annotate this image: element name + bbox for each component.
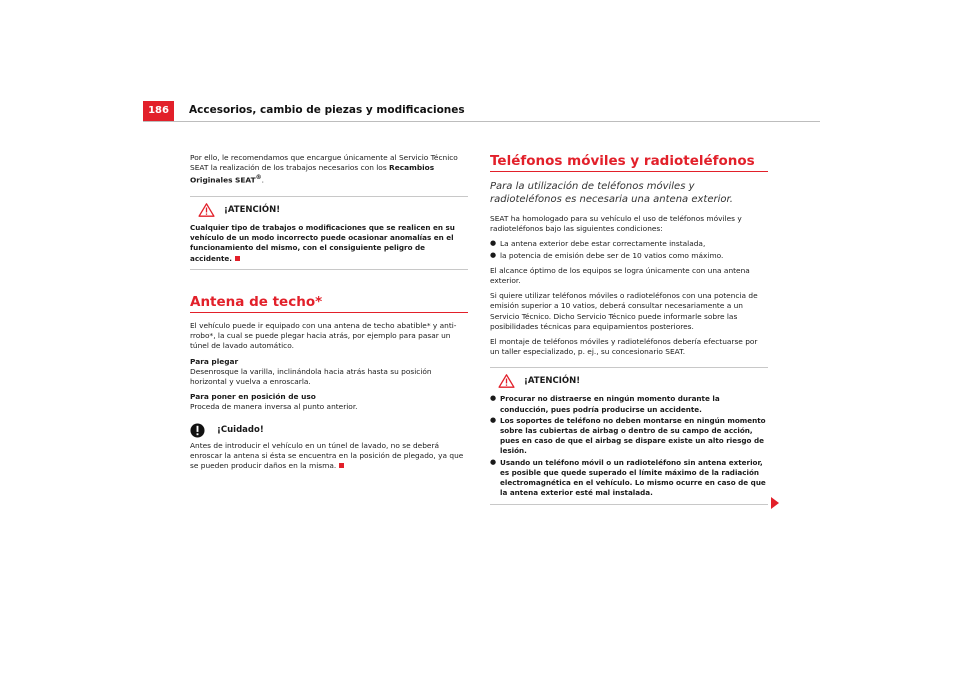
section-subtitle: Para la utilización de teléfonos móviles y radioteléfonos es necesaria una antena exterior.: [490, 181, 733, 205]
intro-bold: Recambios Originales SEAT: [190, 163, 435, 185]
warning-triangle-icon: [198, 203, 215, 217]
warning-title: ¡ATENCIÓN!: [224, 204, 281, 215]
right-column: [490, 153, 768, 529]
list-item: ● la potencia de emisión debe ser de 10 vatios como máximo.: [490, 251, 768, 261]
caution-title: ¡Cuidado!: [217, 424, 264, 435]
phones-paragraph-3: Si quiere utilizar teléfonos móviles o radioteléfonos con una potencia de emisión superior a 10 vatios, deberá consultar necesariamente a un Servicio Técnico. Dicho Servicio Técnico puede informarle sobre las posibilidades técnicas para equipamientos posteriores.: [490, 291, 758, 331]
phones-paragraph-4: El montaje de teléfonos móviles y radioteléfonos debería efectuarse por un taller especializado, p. ej., su concesionario SEAT.: [490, 337, 758, 357]
section-title-phones: Teléfonos móviles y radioteléfonos: [490, 153, 768, 172]
list-item: ● La antena exterior debe estar correctamente instalada,: [490, 239, 768, 249]
end-mark-icon: [235, 256, 240, 261]
fold-text: Desenrosque la varilla, inclinándola hacia atrás hasta su posición horizontal y vuelva a enroscarla.: [190, 366, 432, 386]
warning-text: Cualquier tipo de trabajos o modificaciones que se realicen en su vehículo de un modo incorrecto puede ocasionar anomalías en el funcionamiento del mismo, con el consiguiente peligro de accidente.: [190, 223, 455, 263]
warning-box-phones: [490, 367, 768, 505]
end-mark-icon: [339, 463, 344, 468]
warning-title: ¡ATENCIÓN!: [524, 376, 581, 387]
left-column: [190, 153, 468, 476]
list-item: ● Procurar no distraerse en ningún momento durante la conducción, pues podría producirse un accidente.: [490, 394, 768, 414]
list-item: ● Los soportes de teléfono no deben montarse en ningún momento sobre las cubiertas de airbag o dentro de su campo de acción, pues en caso de que el airbag se dispare existe un alto riesgo de lesión.: [490, 416, 768, 457]
continue-arrow-icon: [771, 497, 779, 509]
warning-box: [190, 196, 468, 270]
list-item: ● Usando un teléfono móvil o un radioteléfono sin antena exterior, es posible que quede superado el límite máximo de la radiación electromagnética en el vehículo. Lo mismo ocurre en caso de que la antena exterior esté mal instalada.: [490, 458, 768, 499]
antenna-paragraph: El vehículo puede ir equipado con una antena de techo abatible* y anti-rrobo*, la cual se puede plegar hacia atrás, por ejemplo para pasar un túnel de lavado automático.: [190, 320, 457, 351]
page-number: 186: [143, 101, 174, 121]
warning-triangle-icon: [498, 374, 515, 388]
phones-paragraph-1: SEAT ha homologado para su vehículo el uso de teléfonos móviles y radioteléfonos bajo las siguientes condiciones:: [490, 214, 742, 234]
section-title-antenna: Antena de techo*: [190, 294, 468, 313]
registered-mark: ®: [255, 174, 262, 182]
conditions-list: [490, 239, 768, 260]
caution-icon: [190, 423, 205, 438]
warning-list: [490, 394, 768, 498]
use-label: Para poner en posición de uso: [190, 392, 316, 402]
phones-paragraph-2: El alcance óptimo de los equipos se logra únicamente con una antena exterior.: [490, 265, 750, 286]
intro-paragraph: Por ello, le recomendamos que encargue únicamente al Servicio Técnico SEAT la realización de los trabajos necesarios con los Recambios Originales SEAT®.: [190, 153, 458, 185]
caution-text: Antes de introducir el vehículo en un túnel de lavado, no se deberá enroscar la antena si ésta se encuentra en la posición de plegado, ya que se pueden producir daños en la misma.: [190, 440, 464, 470]
use-text: Proceda de manera inversa al punto anterior.: [190, 402, 358, 412]
fold-label: Para plegar: [190, 356, 239, 366]
caution-header: [190, 423, 468, 438]
chapter-title: Accesorios, cambio de piezas y modificaciones: [189, 104, 465, 116]
page-header: [143, 101, 820, 122]
